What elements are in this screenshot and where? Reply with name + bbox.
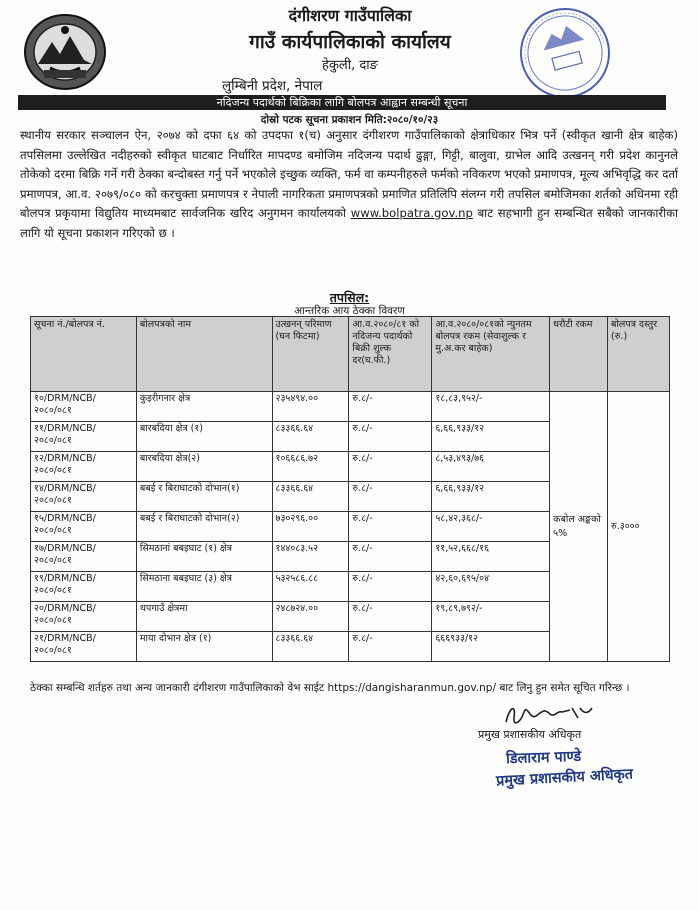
bid-name-cell: सिमठाना बबइघाट (३) क्षेत्र <box>136 572 272 602</box>
signatory-title: प्रमुख प्रशासकीय अधिकृत <box>478 728 582 741</box>
column-header: धरौटी रकम <box>550 317 608 392</box>
min-amount-cell: ८,५३,४९३/७६ <box>432 452 550 482</box>
table-header-row <box>31 317 670 392</box>
notice-number-cell: १९/DRM/NCB/२०८०/०८१ <box>31 572 137 602</box>
rate-cell: रु.८/- <box>349 572 432 602</box>
bid-name-cell: सिमठानां बबइघाट (१) क्षेत्र <box>136 542 272 572</box>
bid-name-cell: माया दोभान क्षेत्र (१) <box>136 632 272 662</box>
publication-date: दोस्रो पटक सूचना प्रकाशन मिति:२०८०/१०/२३ <box>260 114 439 126</box>
deposit-cell: कबोल अङ्कको ५% <box>550 392 608 662</box>
fee-cell: रु.३००० <box>608 392 670 662</box>
office-name: गाउँ कार्यपालिकाको कार्यालय <box>249 31 451 53</box>
notice-body <box>20 126 678 243</box>
nepal-emblem-icon <box>22 12 108 92</box>
notice-number-cell: २१/DRM/NCB/२०८०/०८१ <box>31 632 137 662</box>
notice-number-cell: १५/DRM/NCB/२०८०/०८१ <box>31 512 137 542</box>
rate-cell: रु.८/- <box>349 422 432 452</box>
bid-name-cell: थपगाउँ क्षेत्रमा <box>136 602 272 632</box>
notice-number-cell: २०/DRM/NCB/२०८०/०८१ <box>31 602 137 632</box>
rate-cell: रु.८/- <box>349 542 432 572</box>
rate-cell: रु.८/- <box>349 392 432 422</box>
volume-cell: ८३३६६.६४ <box>272 482 349 512</box>
bid-name-cell: कुइरीगनार क्षेत्र <box>136 392 272 422</box>
bid-name-cell: बारबदिया क्षेत्र (१) <box>136 422 272 452</box>
notice-number-cell: १०/DRM/NCB/२०८०/०८१ <box>31 392 137 422</box>
volume-cell: २३५४९४.०० <box>272 392 349 422</box>
volume-cell: ८३३६६.६४ <box>272 422 349 452</box>
body-text-part-2: बाट सहभागी हुन सम्बन्धित सबैको जानकारीका लागि यो सूचना प्रकाशन गरिएको छ । <box>20 206 678 240</box>
rate-cell: रु.८/- <box>349 632 432 662</box>
column-header: आ.व.२०८०/०८१को न्युनतम बोलपत्र रकम (सेवाशुल्क र मु.अ.कर बाहेक) <box>432 317 550 392</box>
min-amount-cell: ४२,६०,६९५/०४ <box>432 572 550 602</box>
bid-name-cell: बबई र बिराघाटको दोभान(१) <box>136 482 272 512</box>
volume-cell: ८३३६६.६४ <box>272 632 349 662</box>
min-amount-cell: १९,८९,७९२/- <box>432 602 550 632</box>
volume-cell: २४८७२४.०० <box>272 602 349 632</box>
min-amount-cell: १८,८३,९५२/- <box>432 392 550 422</box>
rate-cell: रु.८/- <box>349 602 432 632</box>
min-amount-cell: ५८,४२,३६८/- <box>432 512 550 542</box>
column-header: बोलपत्र दस्तुर (रु.) <box>608 317 670 392</box>
office-address: हेकुली, दाङ <box>322 58 378 73</box>
official-seal-stamp <box>515 5 615 101</box>
body-text-part-1: स्थानीय सरकार सञ्चालन ऐन, २०७४ को दफा ६४ को उपदफा १(च) अनुसार दंगीशरण गाउँपालिकाको क्षेत्राधिकार भित्र पर्ने (स्वीकृत खानी क्षेत्र बाहेक) तपसिलमा उल्लेखित नदीहरुको स्वीकृत घाटबाट निर्धारित मापदण्ड बमोजिम नदिजन्य पदार्थ ढुङ्गा, गिट्टी, बालुवा, ग्राभेल आदि उत्खनन् गरी प्रदेश कानुनले तोकेको दरमा बिक्रि गर्ने गरी ठेक्का बन्दोबस्त गर्नु पर्ने भएकोले इच्छुक व्यक्ति, फर्म वा कम्पनीहरुले फर्मको नविकरण भएको प्रमाणपत्र, मूल्य अभिवृद्धि कर दर्ता प्रमाणपत्र, आ.व. २०७९/०८० को करचुक्ता प्रमाणपत्र र नेपाली नागरिकता प्रमाणपत्रको प्रमाणित प्रतिलिपि संलग्न गरी तपसिल बमोजिमका शर्तको अधिनमा रही बोलपत्र प्रकृयामा विद्युतिय माध्यमबाट सार्वजनिक खरिद अनुगमन कार्यालयको <box>20 128 678 220</box>
column-header: बोलपत्रको नाम <box>136 317 272 392</box>
terms-footnote: ठेक्का सम्बन्धि शर्तहरु तथा अन्य जानकारी दंगीशरण गाउँपालिकाको वेभ साईट https://dangisharanmun.gov.np/ बाट लिनु हुन समेत सूचित गरिन्छ । <box>30 682 630 694</box>
column-header: आ.व.२०८०/८१ को नदिजन्य पदार्थको बिक्री शुल्क दर(घ.फी.) <box>349 317 432 392</box>
designation-stamp: प्रमुख प्रशासकीय अधिकृत <box>495 766 634 790</box>
handwritten-signature <box>500 700 600 730</box>
volume-cell: १०६६८६.७२ <box>272 452 349 482</box>
column-header: सूचना नं./बोलपत्र नं. <box>31 317 137 392</box>
volume-cell: १४४०८३.५२ <box>272 542 349 572</box>
notice-number-cell: १४/DRM/NCB/२०८०/०८१ <box>31 482 137 512</box>
municipality-name: दंगीशरण गाउँपालिका <box>288 6 412 25</box>
rate-cell: रु.८/- <box>349 482 432 512</box>
bolpatra-link[interactable]: www.bolpatra.gov.np <box>350 206 473 220</box>
min-amount-cell: ११,५२,६६८/१६ <box>432 542 550 572</box>
table-caption: आन्तरिक आय ठेक्का विवरण <box>294 305 405 317</box>
min-amount-cell: ६,६६,९३३/१२ <box>432 482 550 512</box>
name-stamp: डिलाराम पाण्डे <box>505 748 582 768</box>
column-header: उत्खनन् परिमाण (घन फिटमा) <box>272 317 349 392</box>
notice-number-cell: १७/DRM/NCB/२०८०/०८१ <box>31 542 137 572</box>
contract-details-table <box>30 316 670 662</box>
volume-cell: ७३०२९६.०० <box>272 512 349 542</box>
table-row <box>31 392 670 422</box>
min-amount-cell: ६,६६,९३३/१२ <box>432 422 550 452</box>
bid-name-cell: बारबदिया क्षेत्र(२) <box>136 452 272 482</box>
notice-title-banner: नदिजन्य पदार्थको बिक्रिका लागि बोलपत्र आह्वान सम्बन्धी सूचना <box>18 95 666 110</box>
rate-cell: रु.८/- <box>349 512 432 542</box>
notice-number-cell: १२/DRM/NCB/२०८०/०८१ <box>31 452 137 482</box>
notice-number-cell: ११/DRM/NCB/२०८०/०८१ <box>31 422 137 452</box>
schedule-title: तपसिल: <box>329 290 370 305</box>
min-amount-cell: ६६६९३३/१२ <box>432 632 550 662</box>
rate-cell: रु.८/- <box>349 452 432 482</box>
bid-name-cell: बबई र बिराघाटको दोभान(२) <box>136 512 272 542</box>
province-name: लुम्बिनी प्रदेश, नेपाल <box>222 78 323 94</box>
volume-cell: ५३२५८६.८८ <box>272 572 349 602</box>
